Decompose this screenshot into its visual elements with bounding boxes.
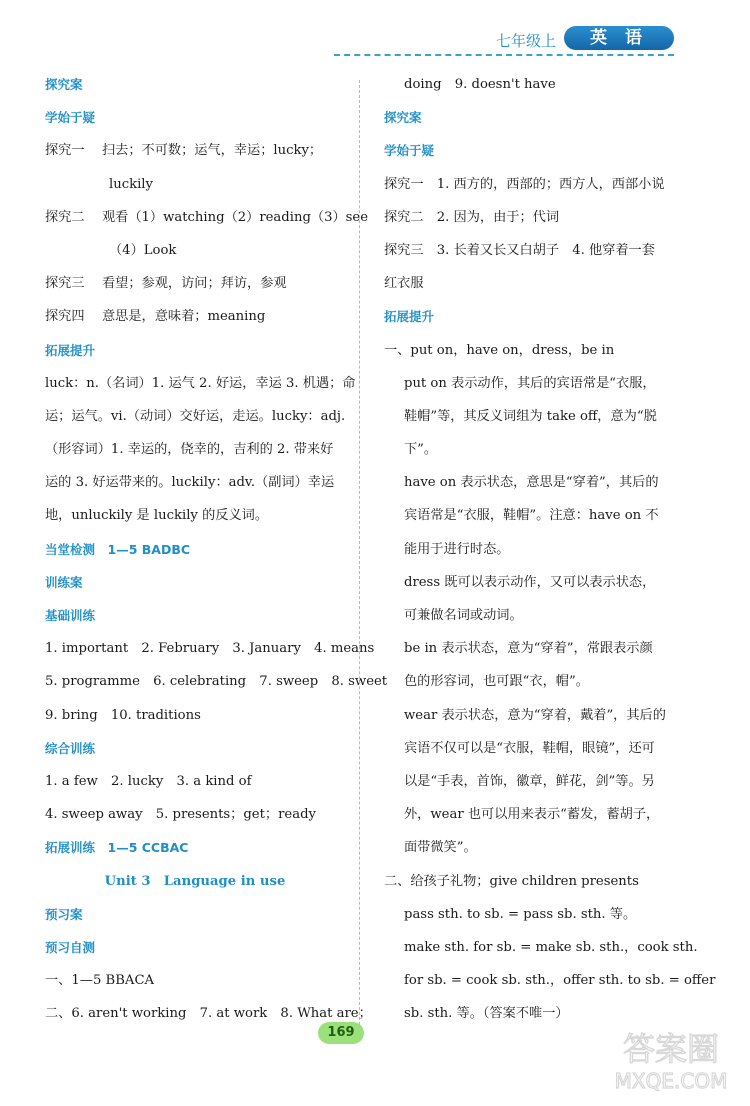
left-line: 探究一 扫去；不可数；运气，幸运；lucky； <box>45 143 323 159</box>
left-line: 二、6. aren't working 7. at work 8. What are； <box>45 1006 372 1022</box>
left-line: 5. programme 6. celebrating 7. sweep 8. sweet <box>45 674 388 690</box>
grade-label: 七年级上 <box>495 34 556 50</box>
right-line: 探究案 <box>384 110 422 126</box>
right-line: 鞋帽”等，其反义词组为 take off，意为“脱 <box>404 408 657 424</box>
right-line: 能用于进行时态。 <box>404 541 510 557</box>
page-number: 169 <box>318 1022 364 1044</box>
left-line: 拓展提升 <box>45 342 96 358</box>
page-header <box>334 24 674 56</box>
left-line: luck：n.（名词）1. 运气 2. 好运，幸运 3. 机遇；命 <box>45 375 356 391</box>
left-line: 1. a few 2. lucky 3. a kind of <box>45 773 252 789</box>
right-line: pass sth. to sb. = pass sb. sth. 等。 <box>404 906 637 922</box>
left-line: 当堂检测 1—5 BADBC <box>45 541 191 557</box>
right-line: wear 表示状态，意为“穿着，戴着”，其后的 <box>404 707 666 723</box>
left-line: 一、1—5 BBACA <box>45 973 155 989</box>
header-rule <box>334 54 674 56</box>
watermark-logo <box>606 1020 736 1096</box>
left-line: 拓展训练 1—5 CCBAC <box>45 840 189 856</box>
right-line: for sb. = cook sb. sth.，offer sth. to sb. = offer <box>404 973 716 989</box>
right-line: 色的形容词，也可跟“衣，帽”。 <box>404 674 589 690</box>
left-line: 9. bring 10. traditions <box>45 707 201 723</box>
right-line: put on 表示动作，其后的宾语常是“衣服， <box>404 375 656 391</box>
right-line: sb. sth. 等。（答案不唯一） <box>404 1006 569 1022</box>
left-line: 预习案 <box>45 906 83 922</box>
right-line: 学始于疑 <box>384 143 435 159</box>
right-line: 可兼做名词或动词。 <box>404 608 523 623</box>
right-line: make sth. for sb. = make sb. sth.，cook sth. <box>404 939 698 955</box>
right-line: 探究三 3. 长着又长又白胡子 4. 他穿着一套 <box>384 242 655 258</box>
left-line: 4. sweep away 5. presents；get；ready <box>45 807 316 823</box>
left-line: （4）Look <box>109 242 177 258</box>
right-line: doing 9. doesn't have <box>404 77 556 92</box>
left-line: （形容词）1. 幸运的，侥幸的，吉利的 2. 带来好 <box>45 442 334 458</box>
left-line: 训练案 <box>45 574 83 590</box>
left-line: 地，unluckily 是 luckily 的反义词。 <box>45 508 269 524</box>
watermark-line1: 答案圈 <box>622 1030 720 1068</box>
right-line: 探究一 1. 西方的，西部的；西方人，西部小说 <box>384 176 665 192</box>
left-line: luckily <box>109 176 153 192</box>
right-line: 拓展提升 <box>384 309 435 325</box>
right-line: 面带微笑”。 <box>404 840 477 856</box>
right-line: 探究二 2. 因为，由于；代词 <box>384 209 560 225</box>
right-column <box>384 68 716 1030</box>
left-column <box>45 68 388 1030</box>
left-line: 运；运气。vi.（动词）交好运，走运。lucky：adj. <box>45 408 346 424</box>
right-line: be in 表示状态，意为“穿着”，常跟表示颜 <box>404 641 653 657</box>
left-line: 探究四 意思是，意味着；meaning <box>45 309 266 325</box>
right-line: 红衣服 <box>384 276 424 292</box>
left-line: 运的 3. 好运带来的。luckily：adv.（副词）幸运 <box>45 475 335 491</box>
right-line: 外，wear 也可以用来表示“蓄发，蓄胡子， <box>404 807 660 823</box>
right-line: 二、给孩子礼物；give children presents <box>384 873 639 889</box>
subject-badge: 英 语 <box>564 26 674 50</box>
right-line: 下”。 <box>404 442 438 458</box>
left-line: 预习自测 <box>45 939 96 955</box>
left-line: 1. important 2. February 3. January 4. means <box>45 641 375 657</box>
left-line: 基础训练 <box>45 608 96 623</box>
column-divider <box>359 80 360 1030</box>
left-line: Unit 3 Language in use <box>104 873 286 889</box>
left-line: 探究二 观看（1）watching（2）reading（3）see <box>45 209 369 225</box>
left-line: 探究案 <box>45 77 83 92</box>
left-line: 综合训练 <box>45 740 96 756</box>
right-line: dress 既可以表示动作，又可以表示状态， <box>404 574 656 590</box>
left-line: 学始于疑 <box>45 110 96 126</box>
right-line: 一、put on，have on，dress，be in <box>384 342 615 358</box>
right-line: 宾语不仅可以是“衣服，鞋帽，眼镜”，还可 <box>404 740 655 756</box>
right-line: 宾语常是“衣服，鞋帽”。注意：have on 不 <box>404 508 659 524</box>
right-line: 以是“手表，首饰，徽章，鲜花，剑”等。另 <box>404 773 655 789</box>
watermark-line2: MXQE.COM <box>614 1069 728 1093</box>
right-line: have on 表示状态，意思是“穿着”，其后的 <box>404 475 659 491</box>
left-line: 探究三 看望；参观，访问；拜访，参观 <box>45 276 287 292</box>
